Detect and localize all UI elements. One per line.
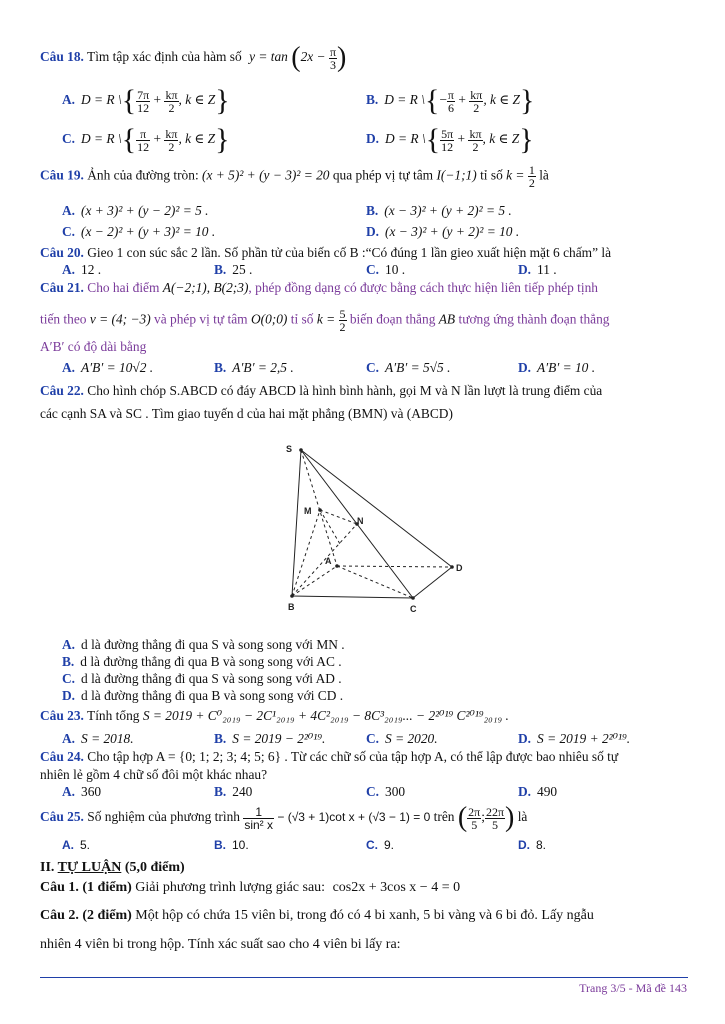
label-d: D	[456, 563, 463, 573]
q25-option-d[interactable]	[518, 838, 546, 852]
q18-stem: Câu 18. Tìm tập xác định của hàm số y = tan (2x − $\frac{\pi}{3}$ )	[40, 42, 347, 73]
q25-text-on: trên	[433, 809, 455, 825]
q22-text: Cho hình chóp S.ABCD có đáy ABCD là hình bình hành, gọi M và N lần lượt là trung điểm của	[87, 383, 603, 398]
e1-text: Giải phương trình lượng giác sau:	[135, 880, 326, 895]
option-text: d là đường thẳng đi qua B và song song với AC .	[80, 654, 342, 669]
q21-option-c[interactable]	[366, 360, 450, 376]
q18-option-d[interactable]: D. D = R \{ $\frac{5\pi}{12}$ + $\frac{k\pi}{2}$ , k ∈ Z}	[366, 123, 534, 156]
q23-option-c[interactable]	[366, 731, 438, 747]
option-text: (x − 2)² + (y + 3)² = 10 .	[81, 224, 216, 239]
option-set-prefix: D = R \	[384, 92, 425, 108]
q25-label: Câu 25.	[40, 809, 84, 825]
q25-text-end: là	[517, 809, 528, 825]
q20-option-d[interactable]	[518, 262, 557, 278]
option-text: 10 .	[385, 262, 406, 277]
option-label: C.	[62, 671, 76, 686]
q25-frac-num: 1	[243, 806, 274, 819]
option-label: C.	[62, 131, 76, 147]
option-label: C.	[366, 784, 380, 799]
edge-ac	[337, 566, 413, 598]
option-set-suffix: , k ∈ Z	[482, 131, 520, 147]
q19-k-num: 1	[528, 163, 535, 177]
q21-label: Câu 21.	[40, 280, 84, 295]
edge-sb	[292, 450, 301, 596]
option-set-suffix: , k ∈ Z	[178, 131, 216, 147]
edge-ad	[337, 566, 452, 567]
q25-int-num2: 22π	[485, 804, 505, 819]
section-points: (5,0 điểm)	[124, 860, 185, 875]
label-a: A	[325, 556, 332, 566]
option-text: 11 .	[537, 262, 557, 277]
q21-k: k =	[316, 311, 336, 327]
q21-text: Cho hai điểm	[87, 280, 160, 295]
option-label: A.	[62, 262, 76, 277]
q21-text: tương ứng thành đoạn thẳng	[458, 311, 610, 327]
option-set-prefix: D = R \	[385, 131, 426, 147]
q22-line2: các cạnh SA và SC . Tìm giao tuyến d của hai mặt phẳng (BMN) và (ABCD)	[40, 406, 453, 421]
q25-int-den1: 5	[471, 817, 478, 832]
option-text: 240	[232, 784, 253, 799]
q18-arg-num: π	[329, 44, 337, 59]
option-text: S = 2019 − 2²⁰¹⁹.	[232, 731, 326, 746]
option-text: A′B′ = 5√5 .	[385, 360, 451, 375]
e2-label: Câu 2. (2 điểm)	[40, 908, 132, 923]
q19-option-a[interactable]	[62, 203, 209, 219]
option-sign: +	[457, 131, 466, 147]
label-c: C	[410, 604, 417, 614]
label-b: B	[288, 602, 295, 612]
option-sign: +	[458, 92, 466, 108]
q21-option-b[interactable]	[214, 360, 294, 376]
q21-k-num: 5	[339, 307, 346, 321]
option-label: A.	[62, 360, 76, 375]
option-label: B.	[62, 654, 75, 669]
option-text: 9.	[384, 838, 395, 852]
pyramid-figure	[280, 440, 480, 620]
option-label: B.	[214, 838, 226, 852]
option-num2: kπ	[165, 87, 178, 102]
option-label: B.	[366, 92, 379, 108]
q19-text-a: Ảnh của đường tròn:	[87, 167, 199, 183]
option-label: C.	[366, 360, 380, 375]
q20-option-b[interactable]	[214, 262, 252, 278]
option-den2: 2	[472, 139, 479, 154]
q18-label: Câu 18.	[40, 49, 84, 65]
q21-text: tiến theo	[40, 311, 87, 327]
q21-text: , phép đồng dạng có được bằng cách thực hiện liên tiếp phép tịnh	[248, 280, 598, 295]
q21-origin: O(0;0)	[250, 311, 288, 327]
q22-line1	[40, 383, 602, 399]
q25-option-a[interactable]	[62, 838, 90, 852]
q18-arg: 2x −	[300, 49, 326, 65]
q25-frac-den: sin² x	[244, 817, 273, 832]
option-num2: kπ	[469, 126, 482, 141]
option-label: D.	[518, 262, 532, 277]
label-n: N	[357, 516, 364, 526]
option-set-suffix: , k ∈ Z	[483, 92, 521, 108]
q20-option-c[interactable]	[366, 262, 405, 278]
option-num1: π	[136, 128, 150, 141]
q18-option-b[interactable]: B. D = R \{− $\frac{\pi}{6}$ + $\frac{k\pi}{2}$ , k ∈ Z}	[366, 84, 535, 117]
q20-option-a[interactable]	[62, 262, 101, 278]
option-label: A.	[62, 637, 76, 652]
e1-label: Câu 1. (1 điểm)	[40, 880, 132, 895]
option-text: A′B′ = 10√2 .	[81, 360, 154, 375]
option-label: D.	[518, 360, 532, 375]
option-set-suffix: , k ∈ Z	[178, 92, 216, 108]
q25-text: Số nghiệm của phương trình	[87, 809, 240, 825]
option-den1: 12	[137, 139, 150, 154]
option-label: C.	[366, 262, 380, 277]
q19-option-b[interactable]	[366, 203, 512, 219]
q23-label: Câu 23.	[40, 708, 84, 723]
option-set-prefix: D = R \	[81, 92, 122, 108]
option-text: 490	[537, 784, 558, 799]
q23-option-d[interactable]	[518, 731, 630, 747]
q18-func: y = tan	[249, 49, 288, 65]
q19-label: Câu 19.	[40, 167, 84, 183]
q18-text: Tìm tập xác định của hàm số	[87, 49, 242, 65]
essay-q1	[40, 880, 460, 896]
q18-option-a[interactable]: A. D = R \{ $\frac{7\pi}{12}$ + $\frac{k\pi}{2}$ , k ∈ Z}	[62, 84, 230, 117]
option-text: (x − 3)² + (y + 2)² = 10 .	[385, 224, 520, 239]
option-label: A.	[62, 92, 76, 108]
option-num1: 5π	[441, 126, 454, 141]
option-label: A.	[62, 784, 76, 799]
q21-text: biến đoạn thẳng	[349, 311, 436, 327]
q21-line2	[40, 308, 610, 333]
q19-stem	[40, 164, 549, 189]
option-text: 10.	[232, 838, 249, 852]
q24-option-a[interactable]	[62, 784, 101, 800]
option-label: B.	[214, 784, 227, 799]
q22-option-d[interactable]	[62, 688, 343, 704]
option-text: 8.	[536, 838, 547, 852]
page-footer: Trang 3/5 - Mã đề 143	[579, 981, 687, 995]
option-text: S = 2019 + 2²⁰¹⁹.	[537, 731, 631, 746]
q23-stem	[40, 708, 509, 724]
q22-label: Câu 22.	[40, 383, 84, 398]
q24-option-c[interactable]	[366, 784, 405, 800]
q24-option-b[interactable]	[214, 784, 252, 800]
q25-option-c[interactable]	[366, 838, 394, 852]
q21-k-den: 2	[339, 320, 346, 334]
option-text: S = 2020.	[385, 731, 438, 746]
option-text: 300	[385, 784, 406, 799]
section-title: TỰ LUẬN	[57, 860, 122, 875]
section-2-heading	[40, 860, 185, 876]
label-s: S	[286, 444, 293, 454]
option-label: D.	[518, 731, 532, 746]
q21-point-b: B(2;3)	[213, 280, 249, 295]
edge-cd	[413, 567, 452, 598]
q21-line3: A′B′ có độ dài bằng	[40, 339, 147, 354]
option-label: A.	[62, 731, 76, 746]
q21-option-a[interactable]	[62, 360, 153, 376]
q21-vector: v = (4; −3)	[89, 311, 151, 327]
option-sign: +	[153, 92, 162, 108]
q23-expression: S = 2019 + C⁰₂₀₁₉ − 2C¹₂₀₁₉ + 4C²₂₀₁₉ − 8C³₂₀₁₉... − 2²⁰¹⁹ C²⁰¹⁹₂₀₁₉ .	[142, 708, 509, 723]
q19-text-b: qua phép vị tự tâm	[332, 167, 434, 183]
option-num1: π	[447, 87, 454, 102]
essay-q2-line1	[40, 908, 594, 924]
q25-int-den2: 5	[491, 817, 498, 832]
q19-eq: (x + 5)² + (y − 3)² = 20	[202, 167, 330, 183]
q19-text-c: tỉ số	[480, 167, 503, 183]
option-text: A′B′ = 10 .	[537, 360, 596, 375]
option-label: C.	[366, 838, 378, 852]
q23-option-b[interactable]	[214, 731, 325, 747]
edge-ba	[292, 566, 337, 596]
q24-line2: nhiên lẻ gồm 4 chữ số đôi một khác nhau?	[40, 767, 268, 782]
option-lead-sign: −	[439, 92, 447, 108]
option-label: D.	[518, 838, 530, 852]
q22-option-a[interactable]	[62, 637, 345, 653]
q20-stem	[40, 245, 611, 261]
label-m: M	[304, 506, 312, 516]
q25-stem: Câu 25. Số nghiệm của phương trình $\frac{1}{\text{sin² x}}$ − (√3 + 1)cot x + (√3 − 1) = 0 trên ( $\frac{2\pi}{5}$ ; $\frac{22\pi}{5}$ ) là	[40, 802, 528, 833]
edge-bc	[292, 596, 413, 598]
q22-option-b[interactable]	[62, 654, 342, 670]
q24-line1	[40, 749, 618, 765]
option-label: B.	[214, 731, 227, 746]
q24-label: Câu 24.	[40, 749, 84, 764]
q19-k: k =	[506, 167, 525, 183]
option-text: 12 .	[81, 262, 102, 277]
q18-option-c[interactable]: C. D = R \{ $\frac{\pi}{12}$ + $\frac{k\pi}{2}$ , k ∈ Z}	[62, 123, 230, 156]
option-text: (x − 3)² + (y + 2)² = 5 .	[384, 203, 512, 218]
option-label: C.	[366, 731, 380, 746]
option-text: (x + 3)² + (y − 2)² = 5 .	[81, 203, 209, 218]
q23-option-a[interactable]	[62, 731, 134, 747]
footer-divider	[40, 977, 688, 978]
option-text: d là đường thẳng đi qua S và song song với AD .	[81, 671, 342, 686]
option-set-prefix: D = R \	[81, 131, 122, 147]
essay-q2-line2: nhiên 4 viên bi trong hộp. Tính xác suất sao cho 4 viên bi lấy ra:	[40, 937, 401, 952]
q20-label: Câu 20.	[40, 245, 84, 260]
q19-k-den: 2	[528, 176, 535, 190]
option-label: D.	[62, 688, 76, 703]
q19-center: I(−1;1)	[436, 167, 477, 183]
segment-m-ac	[320, 510, 340, 544]
q23-text: Tính tổng	[87, 708, 140, 723]
q21-option-d[interactable]	[518, 360, 595, 376]
option-label: A.	[62, 203, 76, 218]
q21-point-a: A(−2;1)	[162, 280, 207, 295]
q25-equation: − (√3 + 1)cot x + (√3 − 1) = 0	[277, 810, 431, 825]
q25-option-b[interactable]	[214, 838, 249, 852]
option-den1: 6	[447, 100, 454, 115]
option-text: d là đường thẳng đi qua S và song song với MN .	[81, 637, 345, 652]
option-den1: 12	[137, 100, 150, 115]
option-text: 5.	[80, 838, 91, 852]
q19-option-d[interactable]	[366, 224, 519, 240]
e2-text: Một hộp có chứa 15 viên bi, trong đó có 4 bi xanh, 5 bi vàng và 6 bi đỏ. Lấy ngẫu	[135, 908, 594, 923]
option-label: D.	[366, 224, 380, 239]
option-label: D.	[366, 131, 380, 147]
option-label: D.	[518, 784, 532, 799]
e1-equation: cos2x + 3cos x − 4 = 0	[332, 880, 461, 895]
option-text: 25 .	[232, 262, 253, 277]
option-text: 360	[81, 784, 102, 799]
q21-text: và phép vị tự tâm	[154, 311, 248, 327]
option-label: B.	[214, 262, 227, 277]
q21-text: tỉ số	[290, 311, 314, 327]
option-den1: 12	[441, 139, 454, 154]
option-num2: kπ	[470, 87, 483, 102]
option-text: A′B′ = 2,5 .	[232, 360, 294, 375]
option-num1: 7π	[137, 87, 150, 102]
option-den2: 2	[168, 139, 175, 154]
option-sign: +	[153, 131, 162, 147]
q21-line1: Câu 21. Cho hai điểm A(−2;1), B(2;3), phép đồng dạng có được bằng cách thực hiện liên tiếp phép tịnh	[40, 280, 598, 295]
option-den2: 2	[168, 100, 175, 115]
section-number: II.	[40, 860, 55, 875]
q24-text: Cho tập hợp A = {0; 1; 2; 3; 4; 5; 6} . Từ các chữ số của tập hợp A, có thể lập được bao nhiêu số tự	[87, 749, 619, 764]
q19-option-c[interactable]	[62, 224, 215, 240]
option-label: C.	[62, 224, 76, 239]
option-den2: 2	[473, 100, 480, 115]
q22-option-c[interactable]	[62, 671, 342, 687]
option-num2: kπ	[165, 126, 178, 141]
q19-text-d: là	[539, 167, 549, 183]
option-text: S = 2018.	[81, 731, 134, 746]
option-label: B.	[214, 360, 227, 375]
option-label: A.	[62, 838, 74, 852]
option-text: d là đường thẳng đi qua B và song song với CD .	[81, 688, 344, 703]
q21-segment: AB	[438, 311, 456, 327]
q25-int-num1: 2π	[468, 804, 481, 819]
q24-option-d[interactable]	[518, 784, 557, 800]
q18-arg-den: 3	[329, 57, 336, 72]
q20-text: Gieo 1 con súc sắc 2 lần. Số phần tử của biến cố B :“Có đúng 1 lần gieo xuất hiện mặt 6 chấm” là	[87, 245, 612, 260]
option-label: B.	[366, 203, 379, 218]
